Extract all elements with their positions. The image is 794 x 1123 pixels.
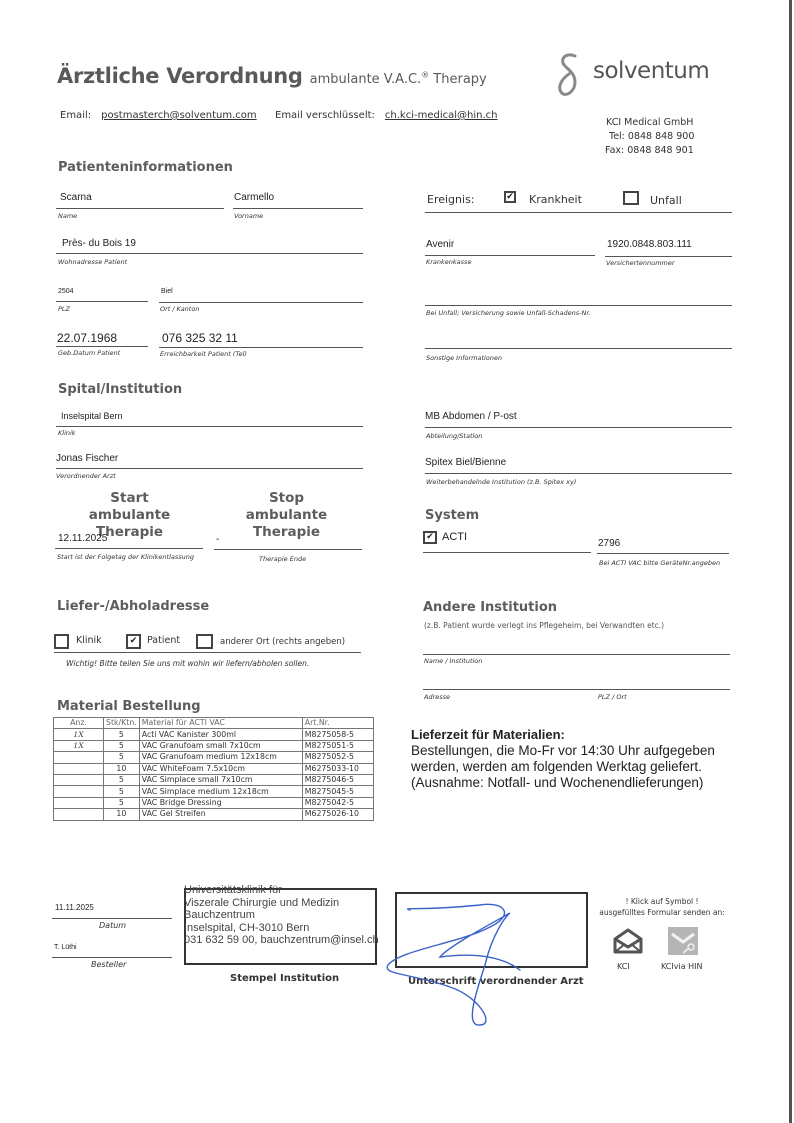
divider bbox=[159, 302, 363, 303]
patient-option-label: Patient bbox=[147, 635, 181, 646]
signature-caption: Unterschrift verordnender Arzt bbox=[408, 976, 584, 987]
col-stk: Stk/Ktn. bbox=[104, 718, 140, 729]
start-date-label: Start ist der Folgetag der Klinikentlassung bbox=[57, 553, 195, 561]
material-cell: VAC Bridge Dressing bbox=[139, 797, 302, 808]
plz-label: PLZ bbox=[58, 305, 70, 313]
delivery-note bbox=[66, 659, 309, 668]
delivery-time-line3: (Ausnahme: Notfall- und Wochenendlieferungen) bbox=[411, 775, 704, 790]
divider bbox=[56, 301, 148, 302]
send-line1: ! Klick auf Symbol ! bbox=[625, 897, 699, 906]
divider bbox=[56, 346, 148, 347]
stamp-line: 031 632 59 00, bauchzentrum@insel.ch bbox=[184, 934, 379, 946]
unfall-versicherung-label: Bei Unfall; Versicherung sowie Unfall-Schadens-Nr. bbox=[426, 309, 591, 317]
divider bbox=[423, 552, 591, 553]
unfall-versicherung-field[interactable] bbox=[425, 305, 732, 306]
table-row bbox=[54, 752, 374, 763]
delivery-time-title: Lieferzeit für Materialien: bbox=[411, 727, 565, 742]
anz-cell[interactable] bbox=[54, 763, 104, 774]
stop-therapy-heading bbox=[214, 490, 359, 541]
weiter-label: Weiterbehandelnde Institution (z.B. Spitex xy) bbox=[426, 478, 577, 486]
section-patient: Patienteninformationen bbox=[58, 160, 233, 175]
divider bbox=[54, 652, 361, 653]
stop-title-line2: ambulante Therapie bbox=[245, 507, 328, 540]
title-subtitle bbox=[310, 72, 487, 87]
divider bbox=[56, 468, 363, 469]
stamp-line: Universitätsklinik für bbox=[184, 884, 282, 896]
material-cell: Acti VAC Kanister 300ml bbox=[139, 729, 302, 740]
company-fax: Fax: 0848 848 901 bbox=[605, 145, 694, 156]
divider bbox=[605, 256, 732, 257]
subtitle-text: ambulante V.A.C. bbox=[309, 72, 422, 87]
divider bbox=[425, 427, 732, 428]
phone-label: Erreichbarkeit Patient (Tel) bbox=[160, 350, 247, 358]
other-institution-hint: (z.B. Patient wurde verlegt ins Pflegeheim, bei Verwandten etc.) bbox=[424, 621, 665, 630]
solventum-logo-icon bbox=[555, 52, 585, 100]
arzt-value[interactable]: Jonas Fischer bbox=[56, 453, 119, 464]
anz-cell[interactable] bbox=[54, 752, 104, 763]
material-table bbox=[53, 717, 374, 821]
checkbox-unfall[interactable] bbox=[623, 191, 639, 205]
patient-plz[interactable]: 2504 bbox=[58, 288, 74, 295]
checkbox-klinik[interactable] bbox=[54, 634, 69, 649]
art-nr-cell: M8275045-5 bbox=[302, 786, 373, 797]
dob-label: Geb.Datum Patient bbox=[58, 349, 121, 357]
checkbox-patient[interactable] bbox=[126, 634, 141, 649]
abteilung-label: Abteilung/Station bbox=[426, 432, 483, 440]
table-row bbox=[54, 763, 374, 774]
klinik-option-label: Klinik bbox=[76, 635, 102, 646]
send-hin-label[interactable]: KCIvia HIN bbox=[661, 962, 703, 971]
divider bbox=[597, 553, 729, 554]
device-nr-value[interactable]: 2796 bbox=[598, 538, 621, 549]
material-cell: VAC Simplace medium 12x18cm bbox=[139, 786, 302, 797]
device-nr-label: Bei ACTI VAC bitte GeräteNr.angeben bbox=[599, 559, 721, 567]
stamp-caption: Stempel Institution bbox=[230, 973, 340, 984]
company-name: KCI Medical GmbH bbox=[606, 117, 694, 128]
versicherten-nr-label: Versichertennummer bbox=[606, 259, 675, 267]
table-row bbox=[54, 729, 374, 740]
col-art: Art.Nr. bbox=[302, 718, 373, 729]
table-row bbox=[54, 809, 374, 820]
art-nr-cell: M8275042-5 bbox=[302, 797, 373, 808]
other-name-label: Name / Institution bbox=[424, 657, 483, 665]
divider bbox=[52, 918, 172, 919]
divider bbox=[425, 473, 732, 474]
patient-ort[interactable]: Biel bbox=[161, 288, 173, 295]
section-delivery: Liefer-/Abholadresse bbox=[57, 599, 210, 614]
patient-address[interactable]: Près- du Bois 19 bbox=[62, 238, 136, 249]
sonstige-field[interactable] bbox=[425, 348, 732, 349]
art-nr-cell: M8275058-5 bbox=[302, 729, 373, 740]
check-icon: ✔ bbox=[426, 532, 434, 542]
anz-cell[interactable] bbox=[54, 774, 104, 785]
send-kci-label[interactable]: KCI bbox=[617, 962, 630, 971]
stamp-line: Inselspital, CH-3010 Bern bbox=[184, 921, 310, 934]
email-link[interactable]: postmasterch@solventum.com bbox=[101, 110, 257, 121]
table-row bbox=[54, 786, 374, 797]
art-nr-cell: M6275026-10 bbox=[302, 809, 373, 820]
stop-date-label: Therapie Ende bbox=[259, 555, 307, 563]
anz-cell[interactable] bbox=[54, 809, 104, 820]
divider bbox=[56, 253, 363, 254]
section-material: Material Bestellung bbox=[57, 699, 201, 714]
page-title bbox=[57, 64, 487, 88]
versicherten-nr-value[interactable]: 1920.0848.803.111 bbox=[607, 239, 692, 250]
divider bbox=[56, 208, 224, 209]
stk-cell: 10 bbox=[104, 763, 140, 774]
material-cell: VAC Granufoam medium 12x18cm bbox=[139, 752, 302, 763]
delivery-time-line2: werden, werden am folgenden Werktag geliefert. bbox=[411, 759, 702, 774]
datum-value[interactable]: 11.11.2025 bbox=[55, 903, 94, 912]
start-title-line1: Start bbox=[110, 490, 149, 506]
datum-label: Datum bbox=[99, 921, 127, 930]
check-icon: ✔ bbox=[129, 636, 138, 646]
table-row bbox=[54, 740, 374, 751]
material-cell: VAC Gel Streifen bbox=[139, 809, 302, 820]
arzt-label: Verordnender Arzt bbox=[56, 472, 116, 480]
delivery-time-line1: Bestellungen, die Mo-Fr vor 14:30 Uhr aufgegeben bbox=[411, 743, 715, 758]
section-system: System bbox=[425, 508, 480, 523]
klinik-label: Klinik bbox=[58, 429, 76, 437]
other-name-field[interactable] bbox=[423, 654, 730, 655]
stk-cell: 5 bbox=[104, 797, 140, 808]
unfall-label: Unfall bbox=[650, 194, 682, 207]
company-tel: Tel: 0848 848 900 bbox=[609, 131, 695, 142]
send-info bbox=[592, 896, 732, 918]
email-label: Email: bbox=[60, 110, 92, 121]
anz-cell[interactable] bbox=[54, 797, 104, 808]
divider bbox=[233, 208, 363, 209]
table-row bbox=[54, 797, 374, 808]
anderer-ort-label: anderer Ort (rechts angeben) bbox=[220, 637, 346, 647]
abteilung-value[interactable]: MB Abdomen / P-ost bbox=[425, 411, 517, 422]
stamp-line: Viszerale Chirurgie und Medizin bbox=[184, 896, 340, 909]
material-cell: VAC Simplace small 7x10cm bbox=[139, 774, 302, 785]
encrypted-email-row bbox=[275, 110, 498, 121]
patient-dob[interactable]: 22.07.1968 bbox=[57, 331, 118, 345]
divider bbox=[55, 548, 203, 549]
anz-cell[interactable]: 1X bbox=[54, 740, 104, 751]
divider bbox=[159, 347, 363, 348]
table-row bbox=[54, 774, 374, 785]
brand-name: solventum bbox=[593, 58, 710, 84]
stop-date-value[interactable]: - bbox=[216, 534, 220, 545]
patient-name[interactable]: Scarna bbox=[60, 192, 92, 203]
other-plz-label: PLZ / Ort bbox=[598, 693, 627, 701]
title-main-text: Ärztliche Verordnung bbox=[57, 64, 303, 88]
envelope-open-icon[interactable] bbox=[613, 928, 643, 954]
signature-scribble bbox=[380, 895, 540, 1035]
art-nr-cell: M8275052-5 bbox=[302, 752, 373, 763]
stk-cell: 5 bbox=[104, 786, 140, 797]
delivery-time-info bbox=[411, 727, 715, 791]
patient-firstname[interactable]: Carmello bbox=[234, 192, 275, 203]
acti-label: ACTI bbox=[442, 531, 468, 543]
registered-mark: ® bbox=[421, 70, 430, 80]
encrypted-email-label: Email verschlüsselt: bbox=[275, 110, 375, 121]
check-icon: ✔ bbox=[506, 191, 514, 202]
encrypted-email-link[interactable]: ch.kci-medical@hin.ch bbox=[384, 110, 498, 121]
col-anz: Anz. bbox=[54, 718, 104, 729]
patient-phone[interactable]: 076 325 32 11 bbox=[162, 331, 238, 345]
name-label: Name bbox=[58, 212, 78, 220]
ort-label: Ort / Kanton bbox=[160, 305, 200, 313]
krankenkasse-label: Krankenkasse bbox=[426, 258, 472, 266]
krankheit-label: Krankheit bbox=[529, 193, 582, 206]
stk-cell: 10 bbox=[104, 809, 140, 820]
anz-cell[interactable] bbox=[54, 786, 104, 797]
start-date-value[interactable]: 12.11.2025 bbox=[58, 533, 108, 544]
anz-cell[interactable]: 1X bbox=[54, 729, 104, 740]
other-address-label: Adresse bbox=[424, 693, 451, 701]
stk-cell: 5 bbox=[104, 752, 140, 763]
art-nr-cell: M8275051-5 bbox=[302, 740, 373, 751]
checkbox-krankheit[interactable] bbox=[504, 191, 516, 203]
other-address-field[interactable] bbox=[423, 689, 730, 690]
hin-mail-icon[interactable] bbox=[668, 927, 698, 955]
divider bbox=[425, 212, 732, 213]
besteller-value[interactable]: T. Lüthi bbox=[54, 944, 77, 951]
klinik-value[interactable]: Inselspital Bern bbox=[61, 411, 123, 421]
divider bbox=[214, 549, 362, 550]
address-label: Wohnadresse Patient bbox=[58, 258, 128, 266]
divider bbox=[52, 957, 172, 958]
scan-edge-line bbox=[789, 0, 792, 1123]
send-line2: ausgefülltes Formular senden an: bbox=[599, 908, 725, 917]
checkbox-anderer-ort[interactable] bbox=[196, 634, 213, 649]
note-text: Bitte teilen Sie uns mit wohin wir liefern/abholen sollen. bbox=[97, 659, 310, 668]
divider bbox=[425, 255, 595, 256]
art-nr-cell: M6275033-10 bbox=[302, 763, 373, 774]
company-info bbox=[605, 116, 694, 158]
col-material: Material für ACTI VAC bbox=[139, 718, 302, 729]
stk-cell: 5 bbox=[104, 740, 140, 751]
firstname-label: Vorname bbox=[234, 212, 264, 220]
stk-cell: 5 bbox=[104, 729, 140, 740]
event-label: Ereignis: bbox=[427, 193, 475, 206]
institution-stamp bbox=[184, 884, 379, 947]
stop-title-line1: Stop bbox=[268, 490, 305, 506]
subtitle-end: Therapy bbox=[429, 72, 487, 87]
material-cell: VAC Granufoam small 7x10cm bbox=[139, 740, 302, 751]
art-nr-cell: M8275046-5 bbox=[302, 774, 373, 785]
material-cell: VAC WhiteFoam 7.5x10cm bbox=[139, 763, 302, 774]
email-row bbox=[60, 110, 257, 121]
besteller-label: Besteller bbox=[91, 960, 127, 969]
sonstige-label: Sonstige Informationen bbox=[426, 354, 503, 362]
note-prefix: Wichtig! bbox=[66, 659, 98, 668]
weiter-value[interactable]: Spitex Biel/Bienne bbox=[425, 457, 507, 468]
section-other-institution: Andere Institution bbox=[423, 600, 558, 615]
stamp-line: Bauchzentrum bbox=[184, 909, 255, 921]
checkbox-acti[interactable] bbox=[423, 531, 437, 544]
section-institution: Spital/Institution bbox=[58, 382, 183, 397]
table-header-row bbox=[54, 718, 374, 729]
start-title-line2: ambulante Therapie bbox=[88, 507, 171, 540]
stk-cell: 5 bbox=[104, 774, 140, 785]
divider bbox=[56, 426, 363, 427]
krankenkasse-value[interactable]: Avenir bbox=[426, 239, 455, 250]
